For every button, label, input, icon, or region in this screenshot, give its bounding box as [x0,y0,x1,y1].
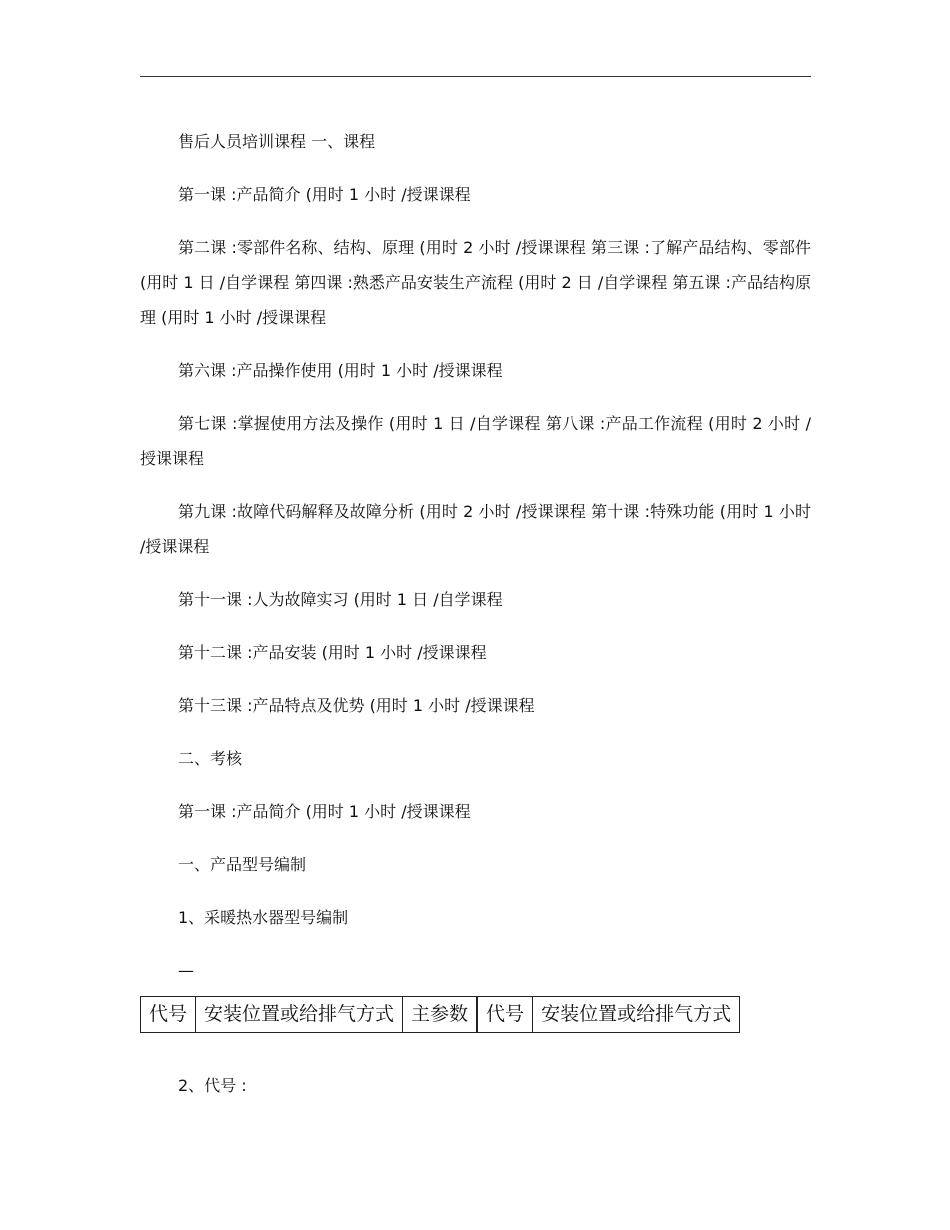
table-cell: 主参数 [403,997,477,1033]
paragraph: 第十一课 :人为故障实习 (用时 1 日 /自学课程 [178,590,503,609]
document-body [140,124,811,1121]
subsection-heading: 2、代号 : [178,1076,247,1095]
dash-mark: — [178,961,194,980]
paragraph: 第十三课 :产品特点及优势 (用时 1 小时 /授课课程 [178,696,535,715]
section-heading: 二、考核 [178,749,243,768]
header-rule [140,76,811,77]
paragraph: 第九课 :故障代码解释及故障分析 (用时 2 小时 /授课课程 第十课 :特殊功能 (用时 1 小时 /授课课程 [140,502,811,556]
table-cell: 安装位置或给排气方式 [533,997,740,1033]
paragraph: 第七课 :掌握使用方法及操作 (用时 1 日 /自学课程 第八课 :产品工作流程 (用时 2 小时 /授课课程 [140,414,811,468]
paragraph: 第一课 :产品简介 (用时 1 小时 /授课课程 [178,185,471,204]
table-cell: 安装位置或给排气方式 [196,997,403,1033]
subsection-heading: 1、采暖热水器型号编制 [178,908,349,927]
paragraph: 第六课 :产品操作使用 (用时 1 小时 /授课课程 [178,361,503,380]
model-code-table [140,996,732,1036]
paragraph: 售后人员培训课程 一、课程 [178,132,376,151]
table-row [141,997,740,1033]
paragraph: 第十二课 :产品安装 (用时 1 小时 /授课课程 [178,643,487,662]
model-code-table-grid [140,996,740,1033]
table-cell: 代号 [478,997,533,1033]
section-heading: 一、产品型号编制 [178,855,307,874]
paragraph: 第二课 :零部件名称、结构、原理 (用时 2 小时 /授课课程 第三课 :了解产品结构、零部件 (用时 1 日 /自学课程 第四课 :熟悉产品安装生产流程 (用时 2 日 /自学课程 第五课 :产品结构原理 (用时 1 小时 /授课课程 [140,238,811,327]
paragraph: 第一课 :产品简介 (用时 1 小时 /授课课程 [178,802,471,821]
table-cell: 代号 [141,997,196,1033]
